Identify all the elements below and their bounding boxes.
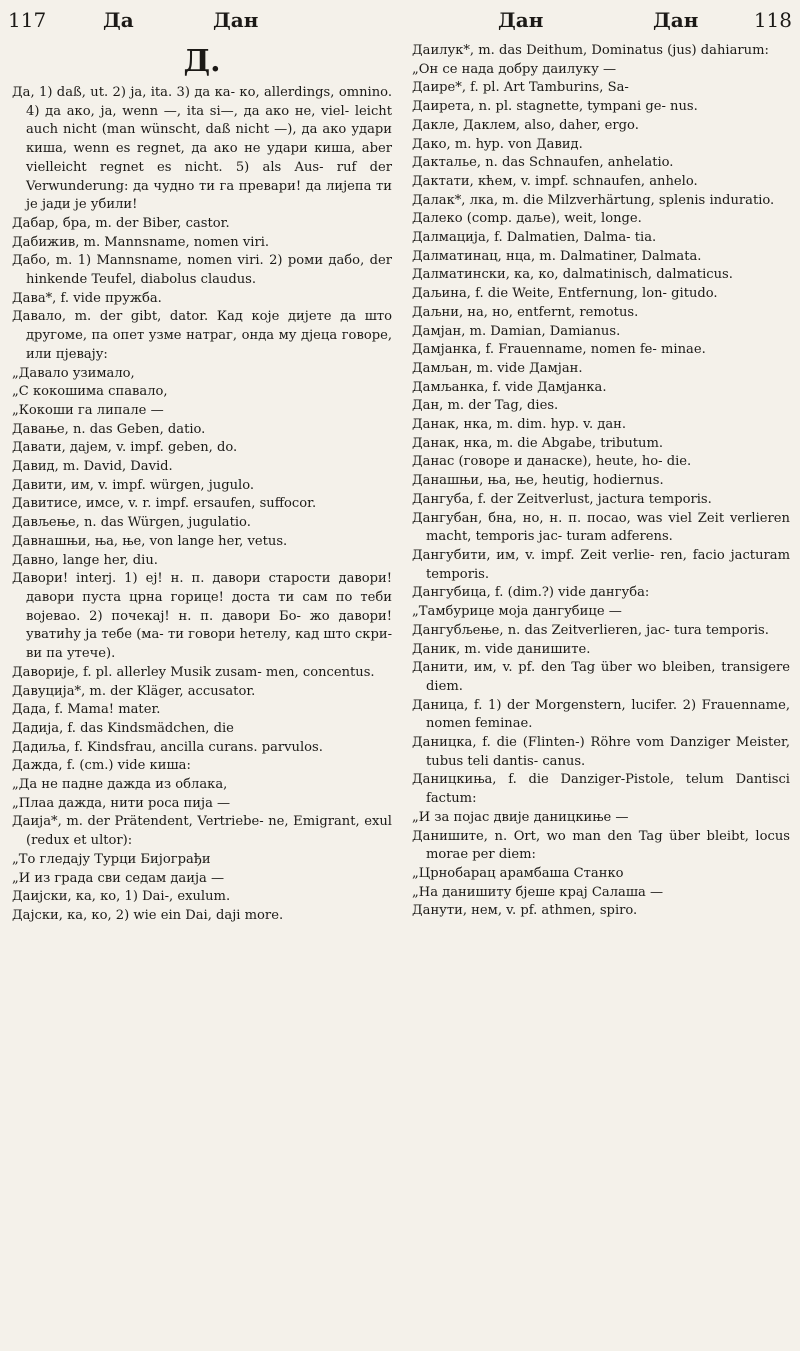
dictionary-entry: „И из града сви седам даија — [12, 870, 225, 886]
left-column [12, 42, 392, 926]
dictionary-entry: Далматинац, нца, m. Dalmatiner, Dalmata. [412, 248, 702, 264]
dictionary-entry: Да, 1) daß, ut. 2) ja, ita. 3) да ка- ко, allerdings, omnino. 4) да ако, ja, wenn —, ita si—, да ако не, viel- leicht auch nicht (man wünscht, daß nicht —), да ако удари киша, wenn es regnet, да ако не удари киша, aber vielleicht regnet es nicht. 5) als Aus- ruf der Verwunderung: да чудно ти га превари! да лијепа ти је јади је убили! [12, 85, 392, 213]
dictionary-entry: „Давало узимало, [12, 365, 135, 381]
dictionary-entry: „Он се нада добру даилуку — [412, 61, 617, 77]
dictionary-entry: Дадиља, f. Kindsfrau, ancilla curans. parvulos. [12, 739, 323, 755]
running-head-right-1: Дан [498, 8, 544, 32]
dictionary-entry: Даник, m. vide данишите. [412, 641, 591, 657]
dictionary-entry: „С кокошима спавало, [12, 384, 168, 400]
dictionary-entry: Даницкиња, f. die Danziger-Pistole, telum Dantisci factum: [412, 772, 790, 807]
running-head-left-2: Дан [213, 8, 259, 32]
dictionary-entry: Дамјан, m. Damian, Damianus. [412, 323, 621, 339]
dictionary-entry: Даија*, m. der Prätendent, Vertriebe- ne, Emigrant, exul (redux et ultor): [12, 814, 392, 849]
dictionary-entry: Данити, им, v. pf. den Tag über wo bleiben, transigere diem. [412, 660, 790, 694]
dictionary-entry: Дабижив, m. Mannsname, nomen viri. [12, 234, 270, 250]
dictionary-entry: Далак*, лка, m. die Milzverhärtung, splenis induratio. [412, 192, 775, 208]
dictionary-entry: Давало, m. der gibt, dator. Кад које дијете да што другоме, па опет узме натраг, онда му дјеца говоре, или пјевају: [12, 309, 392, 362]
dictionary-entry: Дављење, n. das Würgen, jugulatio. [12, 515, 251, 531]
dictionary-entry: Дангуба, f. der Zeitverlust, jactura temporis. [412, 491, 712, 507]
dictionary-entry: Данак, нка, m. dim. hyp. v. дан. [412, 417, 627, 433]
left-entries [12, 84, 392, 926]
dictionary-entry: Дајски, ка, ко, 2) wie ein Dai, daji more. [12, 907, 284, 923]
dictionary-entry: Дан, m. der Tag, dies. [412, 398, 559, 414]
dictionary-entry: „На данишиту бјеше крај Салаша — [412, 884, 664, 900]
dictionary-entry: Дада, f. Mama! mater. [12, 702, 161, 718]
dictionary-entry: Дабо, m. 1) Mannsname, nomen viri. 2) роми дабо, der hinkende Teufel, diabolus claudus. [12, 253, 392, 288]
dictionary-entry: Даљина, f. die Weite, Entfernung, lon- gitudo. [412, 286, 718, 302]
dictionary-entry: Даирета, n. pl. stagnette, tympani ge- nus. [412, 99, 698, 115]
dictionary-entry: Давати, дајем, v. impf. geben, do. [12, 440, 238, 456]
page-header [8, 4, 792, 38]
dictionary-entry: Дангубан, бна, но, н. п. посао, was viel Zeit verlieren macht, temporis jac- turam adferens. [412, 510, 790, 545]
dictionary-entry: Данашњи, ња, ње, heutig, hodiernus. [412, 473, 664, 489]
dictionary-entry: Даљни, на, но, entfernt, remotus. [412, 304, 639, 320]
dictionary-entry: Даклe, Даклем, also, daher, ergo. [412, 117, 639, 133]
dictionary-entry: Дабар, бра, m. der Biber, castor. [12, 215, 230, 231]
dictionary-entry: Давити, им, v. impf. würgen, jugulo. [12, 477, 255, 493]
dictionary-entry: Дамљанка, f. vide Дамјанка. [412, 379, 607, 395]
dictionary-entry: Давитисе, имсе, v. r. impf. ersaufen, suffocor. [12, 496, 317, 512]
dictionary-entry: Данас (говоре и данаске), heute, ho- die. [412, 454, 692, 470]
dictionary-entry: Дангубљење, n. das Zeitverlieren, jac- tura temporis. [412, 622, 769, 638]
dictionary-entry: Дако, m. hyp. von Давид. [412, 136, 583, 152]
dictionary-entry: Даилук*, m. das Deithum, Dominatus (jus) dahiarum: [412, 43, 769, 58]
dictionary-entry: Дангубити, им, v. impf. Zeit verlie- ren, facio jacturam temporis. [412, 547, 790, 582]
page-number-right: 118 [753, 8, 792, 32]
dictionary-entry: „Тамбурице моја дангубице — [412, 604, 622, 620]
dictionary-entry: Далматински, ка, ко, dalmatinisch, dalmaticus. [412, 267, 733, 283]
right-column [412, 42, 790, 921]
running-head-right-2: Дан [653, 8, 699, 32]
dictionary-entry: „Да не падне дажда из облака, [12, 777, 228, 793]
dictionary-entry: Давање, n. das Geben, datio. [12, 421, 206, 437]
dictionary-entry: Даворије, f. pl. allerley Musik zusam- men, concentus. [12, 664, 375, 680]
dictionary-entry: Дамјанка, f. Frauenname, nomen fe- minae. [412, 342, 706, 358]
dictionary-entry: Давно, lange her, diu. [12, 552, 158, 568]
dictionary-entry: Дакталье, n. das Schnaufen, anhelatio. [412, 155, 674, 171]
dictionary-entry: „Кокоши га липале — [12, 402, 164, 418]
dictionary-entry: Давид, m. David, David. [12, 459, 173, 475]
dictionary-entry: „Плаа дажда, нити роса пија — [12, 795, 231, 811]
right-entries [412, 42, 790, 921]
dictionary-entry: Даница, f. 1) der Morgenstern, lucifer. 2) Frauenname, nomen feminae. [412, 697, 790, 732]
dictionary-entry: Даијски, ка, ко, 1) Dai-, exulum. [12, 889, 231, 905]
dictionary-entry: Дамљан, m. vide Дамјан. [412, 360, 583, 376]
dictionary-entry: „То гледају Турци Бијограђи [12, 851, 211, 867]
dictionary-entry: Дадија, f. das Kindsmädchen, die [12, 720, 234, 736]
dictionary-entry: „И за појас двије даницкиње — [412, 809, 629, 825]
dictionary-entry: Дажда, f. (cm.) vide киша: [12, 758, 191, 774]
dictionary-entry: „Црнобарац арамбаша Станко [412, 865, 624, 881]
dictionary-entry: Далмација, f. Dalmatien, Dalma- tia. [412, 230, 657, 246]
dictionary-entry: Данак, нка, m. die Abgabe, tributum. [412, 435, 664, 451]
dictionary-entry: Дактати, кћем, v. impf. schnaufen, anhelo. [412, 173, 698, 189]
dictionary-entry: Дава*, f. vide пружба. [12, 290, 162, 306]
running-head-left-1: Да [103, 8, 134, 32]
page-number-left: 117 [8, 8, 47, 32]
dictionary-entry: Давнашњи, ња, ње, von lange her, vetus. [12, 533, 288, 549]
dictionary-entry: Далеко (comp. даље), weit, longe. [412, 211, 642, 227]
dictionary-entry: Даире*, f. pl. Art Tamburins, Sa- [412, 80, 629, 96]
dictionary-entry: Дангубица, f. (dim.?) vide дангуба: [412, 585, 650, 601]
dictionary-entry: Данути, нем, v. pf. athmen, spiro. [412, 903, 638, 919]
dictionary-entry: Давуција*, m. der Kläger, accusator. [12, 683, 256, 699]
dictionary-entry: Даницка, f. die (Flinten-) Röhre vom Danziger Meister, tubus teli dantis- canus. [412, 735, 790, 769]
section-letter: Д. [183, 44, 221, 79]
dictionary-entry: Давори! interj. 1) ej! н. п. давори старости давори! давори пуста црна горице! доста ти сам по теби војевао. 2) почекај! н. п. давори Бо- жо давори! уватиhу ја тебе (ма- ти говори hетелу, кад што скри- ви па утече). [12, 571, 392, 662]
dictionary-entry: Данишите, n. Ort, wo man den Tag über bleibt, locus morae per diem: [412, 828, 790, 863]
